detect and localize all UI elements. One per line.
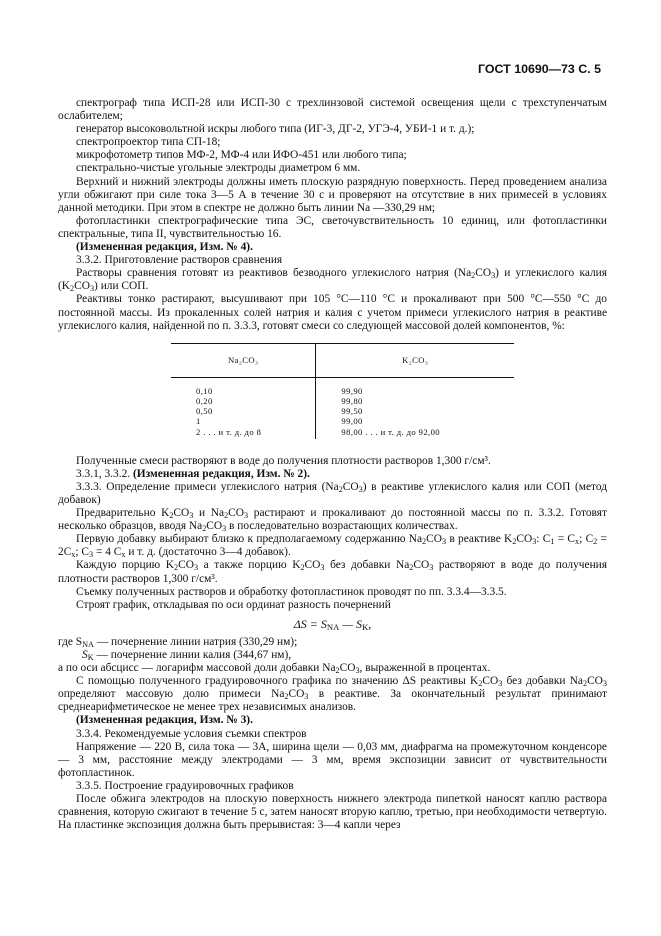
- table-cell: 99,50: [341, 406, 363, 417]
- equipment-item: спектропроектор типа СП-18;: [76, 136, 221, 149]
- table-cell: 99,80: [341, 395, 363, 406]
- table-cell: 2 . . . и т. д. до 8: [196, 426, 262, 437]
- paragraph-each-portion: Каждую порцию $K_2CO_3$ а также порцию $K_2CO_3$ без добавки $Na_2CO_3$ растворяют в воде до получения плотности растворов 1,300 г/см³.: [58, 559, 608, 585]
- table-cell: 98,00 . . . и т. д. до 92,00: [341, 426, 440, 437]
- paragraph-final: После обжига электродов на плоскую поверхность нижнего электрода пипеткой наносят каплю раствора сравнения, которую сжигают в течение 5 с, затем наносят вторую каплю, третью, при необходимости четвертую. На пластинке экспозиция должна быть прерывистая: 3—4 капли через: [58, 793, 607, 832]
- equipment-item: генератор высоковольтной искры любого типа (ИГ-3, ДГ-2, УГЭ-4, УБИ-1 и т. д.);: [76, 123, 475, 136]
- paragraph-calibration: С помощью полученного градуировочного графика по значению ΔS реактивы $K_2CO_3$ без добавки $Na_2CO_3$ определяют массовую долю примеси $Na_2CO_3$ в реактиве. За окончательный результат принимают среднеарифметическое не менее трех независимых анализов.: [58, 675, 608, 714]
- equipment-item: спектрально-чистые угольные электроды диаметром 6 мм.: [76, 162, 361, 175]
- section-heading-335: 3.3.5. Построение градуировочных графиков: [76, 779, 294, 792]
- table-cell: 99,00: [341, 416, 363, 427]
- section-heading-334: 3.3.4. Рекомендуемые условия съемки спектров: [76, 727, 307, 740]
- page-header: ГОСТ 10690—73 С. 5: [478, 62, 601, 76]
- paragraph-graph: Строят график, откладывая по оси ординат разность почернений: [76, 598, 391, 611]
- paragraph-solutions: Растворы сравнения готовят из реактивов безводного углекислого натрия $(Na_2CO_3)$ и углекислого калия $(K_2CO_3)$ или СОП.: [58, 267, 607, 294]
- composition-table: [171, 343, 514, 439]
- paragraph-dissolve: Полученные смеси растворяют в воде до получения плотности растворов 1,300 г/см³.: [76, 454, 491, 467]
- document-body: [58, 97, 607, 832]
- table-cell: 99,90: [341, 385, 363, 396]
- legend-abscissa: а по оси абсцисс — логарифм массовой доли добавки $Na_2CO_3$, выраженной в процентах.: [58, 662, 491, 676]
- amendment-note-2: 3.3.1, 3.3.2. (Измененная редакция, Изм. № 2).: [76, 467, 310, 480]
- table-cell: 1: [196, 416, 201, 427]
- legend-potassium: $S_K$ — почернение линии калия (344,67 нм),: [82, 649, 292, 663]
- legend-sodium: где $S_{NA}$ — почернение линии натрия (330,29 нм);: [58, 635, 298, 649]
- section-heading-333: 3.3.3. Определение примеси углекислого натрия $(Na_2CO_3)$ в реактиве углекислого калия или СОП (метод добавок): [58, 480, 607, 506]
- table-cell: 0,10: [196, 385, 213, 396]
- amendment-note: (Измененная редакция, Изм. № 4).: [76, 241, 253, 254]
- paragraph-plates: фотопластинки спектрографические типа ЭС, светочувствительность 10 единиц, или фотопластинки спектральные, типа II, чувствительностью 16.: [58, 214, 607, 240]
- paragraph-shooting: Съемку полученных растворов и обработку фотопластинок проводят по пп. 3.3.4—3.3.5.: [76, 585, 507, 598]
- table-header-na2co3: Na₂CO₃: [171, 343, 316, 377]
- section-heading-332: 3.3.2. Приготовление растворов сравнения: [76, 254, 283, 267]
- table-cell: 0,50: [196, 406, 213, 417]
- paragraph-first-addition: Первую добавку выбирают близко к предполагаемому содержанию $Na_2CO_3$ в реактиве $K_2CO_3$: $C_1 = C_x$; $C_2 = 2C_x$; $C_3 = 4$ $C_x$ и т. д. (достаточно 3—4 добавок).: [58, 533, 607, 560]
- paragraph-preliminary: Предварительно $K_2CO_3$ и $Na_2CO_3$ растирают и прокаливают до постоянной массы по п. 3.3.2. Готовят несколько образцов, вводя $Na_2CO_3$ в последовательно возрастающих количествах.: [58, 507, 607, 534]
- equipment-item: спектрограф типа ИСП-28 или ИСП-30 с трехлинзовой системой освещения щели с трехступенчатым ослабителем;: [58, 97, 607, 123]
- paragraph-conditions: Напряжение — 220 В, сила тока — 3А, ширина щели — 0,03 мм, диафрагма на промежуточном конденсоре — 3 мм, расстояние между электродами — 3 мм, время экспозиции зависит от чувствительности фотопластинок.: [58, 740, 607, 779]
- table-header-k2co3: K₂CO₃: [316, 343, 514, 377]
- amendment-note-3: (Измененная редакция, Изм. № 3).: [76, 714, 253, 727]
- formula-delta-s: $\Delta S = S_{NA}$ — $S_K$,: [293, 616, 372, 632]
- table-column-na2co3: [171, 377, 316, 439]
- paragraph-grinding: Реактивы тонко растирают, высушивают при 105 °С—110 °С и прокаливают при 500 °С—550 °С до постоянной массы. Из прокаленных солей натрия и калия с учетом примеси углекислого натрия в реактиве углекислого калия, найденной по п. 3.3.3, готовят смеси со следующей массовой долей компонентов, %:: [58, 293, 607, 332]
- table-cell: 0,20: [196, 395, 213, 406]
- table-column-k2co3: [316, 377, 514, 439]
- equipment-item: микрофотометр типов МФ-2, МФ-4 или ИФО-451 или любого типа;: [76, 149, 407, 162]
- paragraph-electrodes: Верхний и нижний электроды должны иметь плоскую разрядную поверхность. Перед проведением анализа угли обжигают при силе тока 3—5 А в течение 30 с и проверяют на отсутствие в них примесей в условиях данной методики. При этом в спектре не должно быть линии Na —330,29 нм;: [58, 175, 607, 214]
